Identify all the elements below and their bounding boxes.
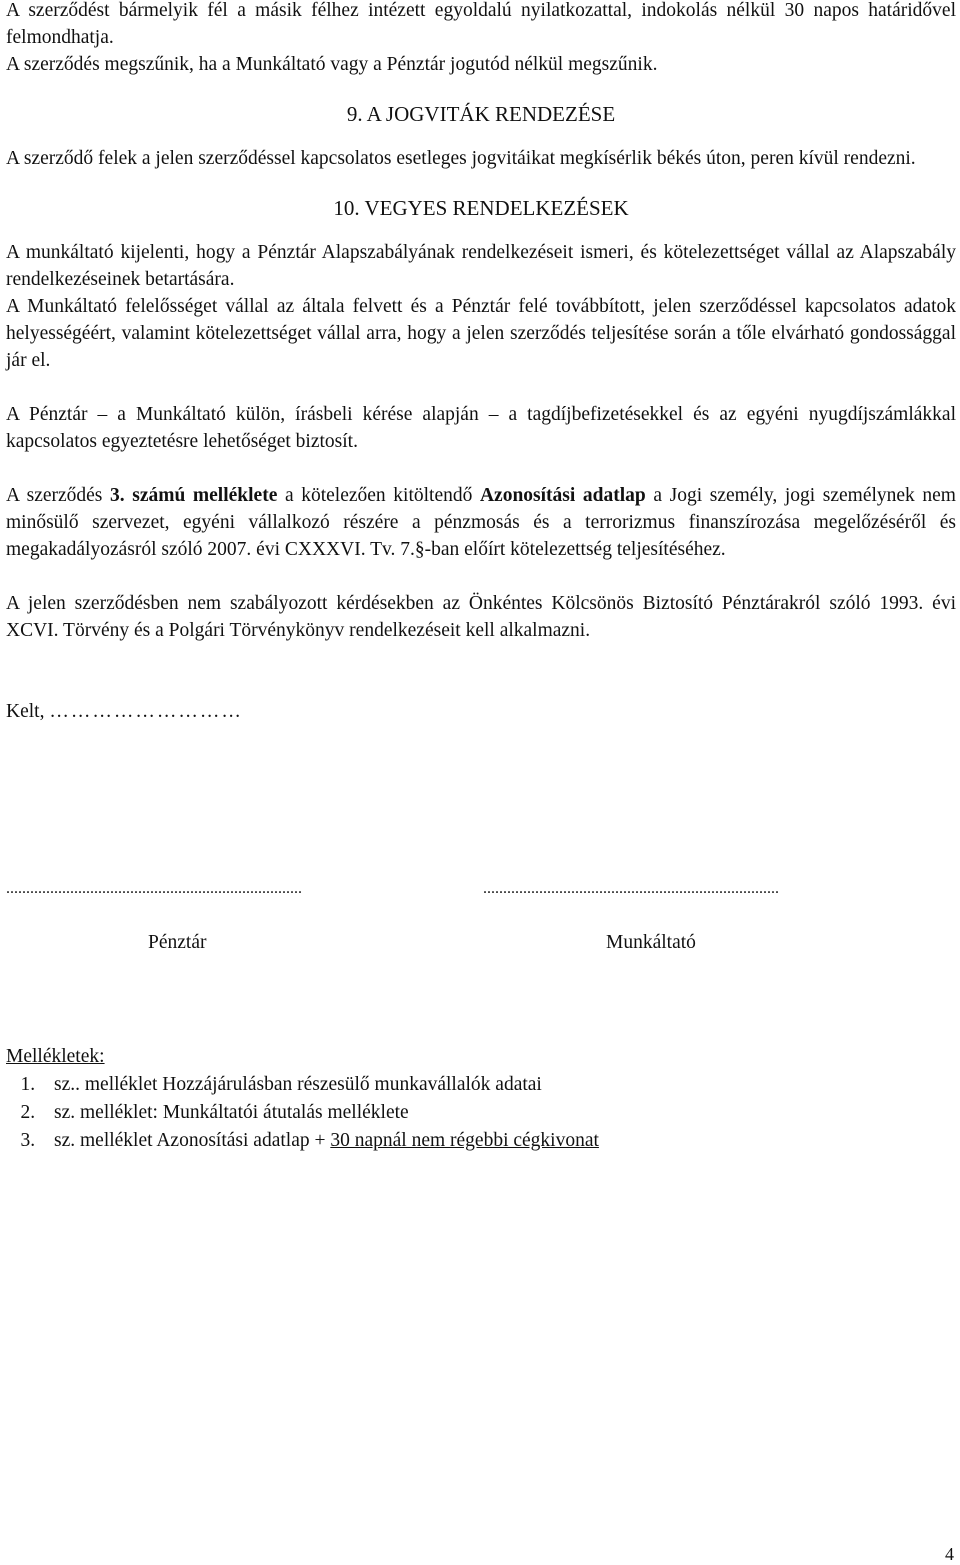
- section-10-paragraph-5: A jelen szerződésben nem szabályozott kérdésekben az Önkéntes Kölcsönös Biztosító Pénztárakról szóló 1993. évi XCVI. Törvény és a Polgári Törvénykönyv rendelkezéseit kell alkalmazni.: [6, 593, 956, 641]
- attachments-list: [6, 1071, 599, 1155]
- termination-paragraph: A szerződést bármelyik fél a másik félhez intézett egyoldalú nyilatkozattal, indokolás nélkül 30 napos határidővel felmondhatja.: [6, 0, 956, 48]
- kelt-label: Kelt,: [6, 701, 45, 722]
- kelt-line: [6, 698, 956, 725]
- page-number: 4: [945, 1544, 954, 1564]
- p4-text-a: A szerződés: [6, 485, 110, 506]
- attachments-section: [6, 1043, 599, 1155]
- p4-text-e: a Jogi személy, jogi személynek nem minősülő szervezet, egyéni vállalkozó részére a pénzmosás és a terrorizmus finanszírozása megelőzéséről és megakadályozásról szóló 2007. évi CXXXVI. Tv. 7.§-ban előírt kötelezettség teljesítéséhez.: [6, 485, 956, 560]
- section-10-paragraph-3: A Pénztár – a Munkáltató külön, írásbeli kérése alapján – a tagdíjbefizetésekkel és az egyéni nyugdíjszámlákkal kapcsolatos egyeztetésre lehetőséget biztosít.: [6, 404, 956, 452]
- section-9-paragraph: A szerződő felek a jelen szerződéssel kapcsolatos esetleges jogvitáikat megkísérlik békés úton, peren kívül rendezni.: [6, 148, 916, 169]
- section-9-heading: 9. A JOGVITÁK RENDEZÉSE: [346, 102, 616, 126]
- attachment-item-2: 2. sz. melléklet: Munkáltatói átutalás melléklete: [40, 1099, 599, 1127]
- p4-annex-ref: 3. számú melléklete: [110, 485, 278, 506]
- p4-text-c: a kötelezően kitöltendő: [277, 485, 480, 506]
- attachment-item-3-underlined: 30 napnál nem régebbi cégkivonat: [330, 1130, 599, 1151]
- p4-datasheet-ref: Azonosítási adatlap: [479, 485, 646, 506]
- signature-line-right: ..........................................................................: [483, 880, 779, 897]
- section-10-paragraph-2: A Munkáltató felelősséget vállal az általa felvett és a Pénztár felé továbbított, jelen szerződéssel kapcsolatos adatok helyességéért, valamint kötelezettséget vállal arra, hogy a jelen szerződés teljesítése során a tőle elvárható gondossággal jár el.: [6, 296, 956, 371]
- signature-label-left: Pénztár: [148, 932, 207, 953]
- attachment-item-3: 3. sz. melléklet Azonosítási adatlap + 30 napnál nem régebbi cégkivonat: [40, 1127, 599, 1155]
- kelt-dots: ………………………: [49, 701, 243, 722]
- section-10-paragraph-4: [6, 482, 956, 563]
- section-10-heading: 10. VEGYES RENDELKEZÉSEK: [333, 196, 629, 220]
- termination-end-paragraph: A szerződés megszűnik, ha a Munkáltató vagy a Pénztár jogutód nélkül megszűnik.: [6, 54, 658, 75]
- attachments-title: Mellékletek:: [6, 1046, 105, 1067]
- signature-line-left: ..........................................................................: [6, 880, 302, 897]
- document-page: [6, 0, 956, 725]
- section-10-paragraph-1: A munkáltató kijelenti, hogy a Pénztár Alapszabályának rendelkezéseit ismeri, és kötelezettséget vállal az Alapszabály rendelkezéseinek betartására.: [6, 242, 956, 290]
- attachment-item-1: 1. sz.. melléklet Hozzájárulásban részesülő munkavállalók adatai: [40, 1071, 599, 1099]
- signature-label-right: Munkáltató: [606, 932, 696, 953]
